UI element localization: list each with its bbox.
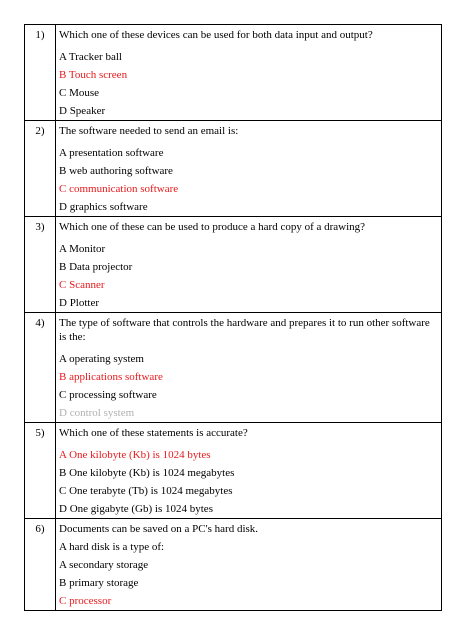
options-list: [59, 138, 441, 214]
options-list: [59, 536, 441, 608]
question-number: 3): [25, 217, 56, 313]
option-d: D control system: [59, 407, 135, 419]
option-c: C processor: [59, 595, 112, 607]
question-number: 5): [25, 423, 56, 519]
option-a: A secondary storage: [59, 559, 149, 571]
question-number: 1): [25, 25, 56, 121]
question-text: The software needed to send an email is:: [59, 125, 239, 137]
option-c: C Mouse: [59, 87, 100, 99]
option-c: C processing software: [59, 389, 157, 401]
question-row: [25, 217, 442, 313]
question-row: [25, 423, 442, 519]
options-list: [59, 42, 441, 118]
question-number: 2): [25, 121, 56, 217]
question-number: 6): [25, 519, 56, 611]
question-text: The type of software that controls the hardware and prepares it to run other software: [59, 317, 430, 329]
quiz-table: [24, 24, 442, 611]
question-cell: [56, 423, 442, 519]
question-cell: [56, 25, 442, 121]
option-d: D Speaker: [59, 105, 106, 117]
question-number: 4): [25, 313, 56, 423]
question-text: Documents can be saved on a PC's hard disk.: [59, 523, 259, 535]
options-list: [59, 440, 441, 516]
options-list: [59, 344, 441, 420]
question-text: Which one of these can be used to produce a hard copy of a drawing?: [59, 221, 366, 233]
options-list: [59, 234, 441, 310]
question-text: Which one of these statements is accurate?: [59, 427, 248, 439]
option-b: B Touch screen: [59, 69, 128, 81]
question-text: Which one of these devices can be used for both data input and output?: [59, 29, 373, 41]
option-d: D One gigabyte (Gb) is 1024 bytes: [59, 503, 213, 515]
question-row: [25, 313, 442, 423]
option-c: C communication software: [59, 183, 179, 195]
option-b: B applications software: [59, 371, 163, 383]
question-row: [25, 519, 442, 611]
option-a: A operating system: [59, 353, 144, 365]
option-a: A presentation software: [59, 147, 164, 159]
question-cell: [56, 519, 442, 611]
question-cell: [56, 121, 442, 217]
question-row: [25, 25, 442, 121]
question-cell: [56, 313, 442, 423]
option-a: A Tracker ball: [59, 51, 122, 63]
question-cell: [56, 217, 442, 313]
question-subtext: A hard disk is a type of:: [59, 541, 165, 553]
option-a: A Monitor: [59, 243, 106, 255]
option-d: D graphics software: [59, 201, 148, 213]
option-c: C Scanner: [59, 279, 105, 291]
question-row: [25, 121, 442, 217]
option-a: A One kilobyte (Kb) is 1024 bytes: [59, 449, 211, 461]
question-text-continued: is the:: [59, 331, 86, 343]
option-b: B Data projector: [59, 261, 133, 273]
option-b: B web authoring software: [59, 165, 173, 177]
option-d: D Plotter: [59, 297, 100, 309]
option-b: B One kilobyte (Kb) is 1024 megabytes: [59, 467, 235, 479]
option-c: C One terabyte (Tb) is 1024 megabytes: [59, 485, 233, 497]
option-b: B primary storage: [59, 577, 139, 589]
